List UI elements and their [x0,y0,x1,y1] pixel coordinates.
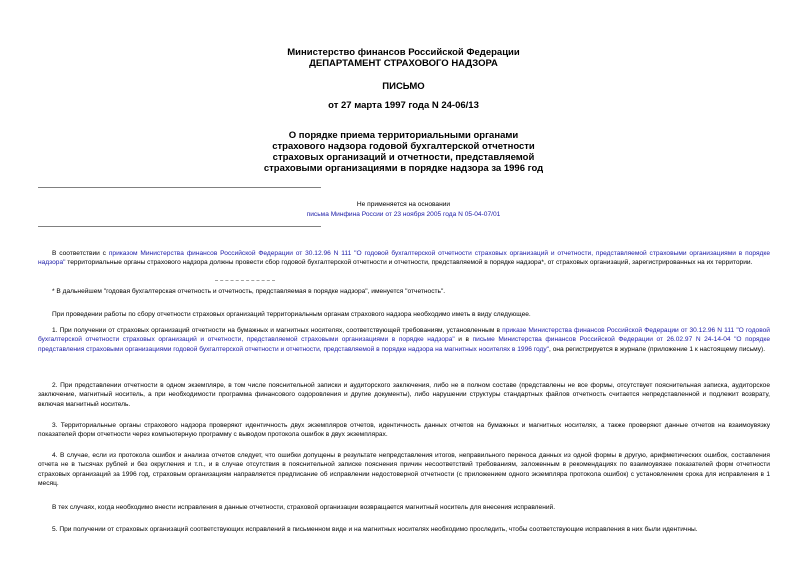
title-line-1: О порядке приема территориальными органами [288,130,519,141]
document-date: от 27 марта 1997 года N 24-06/13 [328,100,479,111]
item-4-continuation: В тех случаях, когда необходимо внести исправления в данные отчетности, страховой организации возвращается магнитный носитель для внесения исправлений. [52,504,556,511]
intro-text-1: В соответствии с [52,250,109,257]
footnote: * В дальнейшем "годовая бухгалтерская отчетность и отчетность, представляемая в порядке надзора", именуется "отчетность". [52,288,446,295]
order-111-link[interactable]: приказом Министерства финансов Российской Федерации от 30.12.96 N 111 "О годовой бухгалтерской отчетности страховых организаций и отчетности, представляемой страховыми организациями в порядке надзора" [38,250,771,267]
item-2: 2. При представлении отчетности в одном экземпляре, в том числе пояснительной записки и аудиторского заключения, либо не в полном составе (представлены не все формы, отсутствует пояснительная записка, аудиторское заключение, магнитный носитель, а при необходимости программа финансового оздоровления и другие документы), либо нарушении структуры стандартных файлов отчетность считается непредставленной и подлежит возврату, включая магнитный носитель. [38,382,770,408]
paragraph-general: При проведении работы по сбору отчетности страховых организаций территориальным органам страхового надзора необходимо иметь в виду следующее. [52,311,531,318]
title-line-2: страхового надзора годовой бухгалтерской отчетности [272,141,535,152]
item-3: 3. Территориальные органы страхового надзора проверяют идентичность двух экземпляров отчетов, идентичность данных отчетов на бумажных и магнитных носителях, а также проверяют данные отчетов на взаимоувязку показателей форм отчетности через компьютерную программу с выводом протокола ошибок в двух экземплярах. [38,422,770,439]
title-line-3: страховых организаций и отчетности, представляемой [272,152,535,163]
title-line-4: страховыми организациями в порядке надзора за 1996 год [263,163,544,174]
item-1-text-1: 1. При получении от страховых организаций отчетности на бумажных и магнитных носителях, соответствующей требованиям, установленным в [52,327,503,334]
divider-bottom [38,226,321,227]
ministry-name: Министерство финансов Российской Федерации [287,47,520,58]
item-5: 5. При получении от страховых организаций соответствующих исправлений в письменном виде и на магнитных носителях необходимо проследить, чтобы соответствующие исправления в них были идентичны. [52,526,698,533]
document-type: ПИСЬМО [382,81,425,92]
order-111-link-2[interactable]: приказе Министерства финансов Российской Федерации от 30.12.96 N 111 "О годовой бухгалтерской отчетности страховых организаций и отчетности, представляемой страховыми организациями в порядке надзора" [38,327,770,344]
letter-24-14-04-link[interactable]: письме Министерства финансов Российской Федерации от 26.02.97 N 24-14-04 "О порядке представления страховыми организациями годовой бухгалтерской отчетности и отчетности, представляемой в порядке надзора на магнитных носителях в 1996 году" [38,336,770,353]
item-1-text-2: и в [454,336,473,344]
item-1-text-3: , она регистрируется в журнале (приложение 1 к настоящему письму). [549,345,766,353]
item-4: 4. В случае, если из протокола ошибок и анализа отчетов следует, что ошибки допущены в результате непредставления итогов, неправильного переноса данных из одной формы в другую, арифметических ошибок, составления отчета не в тысячах рублей и без округления и т.п., и в случае отсутствия в пояснительной записке пояснения причин несоответствий требованиям, заложенным в рекомендациях по взаимоувязке показателей форм отчетности страховых организаций за 1996 год, страховым организациям направляется предписание об исправлении недостоверной отчетности (с приложением одного экземпляра протокола ошибок) с установлением срока для исправления в 1 месяц. [38,452,770,488]
status-note-link[interactable]: письма Минфина России от 23 ноября 2005 года N 05-04-07/01 [306,211,501,218]
status-note-text: Не применяется на основании [356,201,451,208]
divider-top [38,187,321,188]
item-1 [38,326,770,354]
department-name: ДЕПАРТАМЕНТ СТРАХОВОГО НАДЗОРА [309,58,498,69]
intro-paragraph [38,249,770,268]
footnote-separator [215,280,275,281]
intro-text-2: территориальные органы страхового надзора должны провести сбор годовой бухгалтерской отчетности и отчетности, представляемой в порядке надзора*, от страховых организаций, зарегистрированных на их территории. [65,259,753,267]
